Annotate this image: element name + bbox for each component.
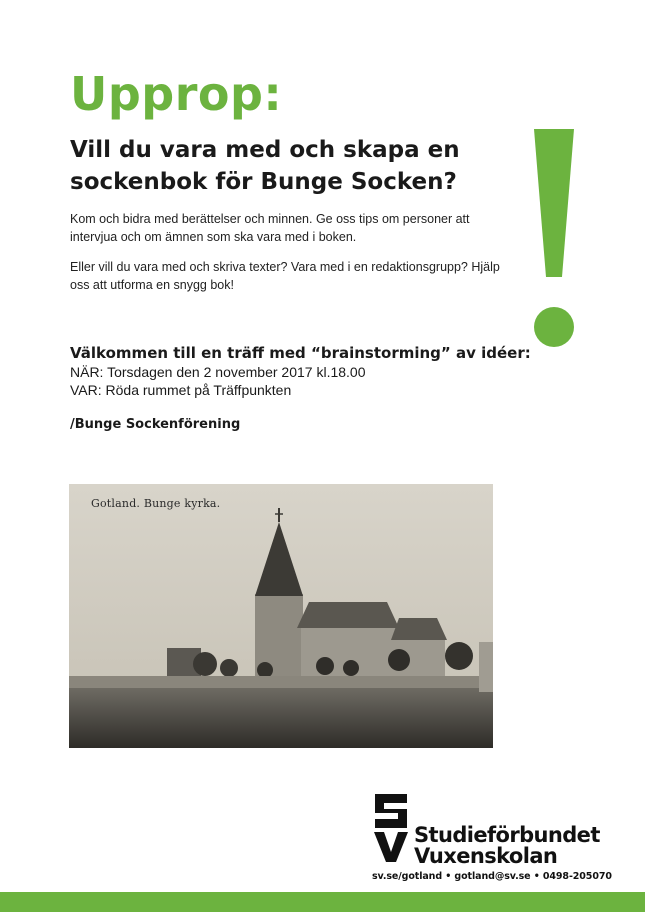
intro-paragraph: Kom och bidra med berättelser och minnen. Ge oss tips om personer att intervjua och om ämnen som ska vara med i boken. [70, 212, 470, 244]
invite-paragraph: Eller vill du vara med och skriva texter? Vara med i en redaktionsgrupp? Hjälp oss att utforma en snygg bok! [70, 260, 500, 292]
page-subtitle: Vill du vara med och skapa en sockenbok för Bunge Socken? [70, 137, 460, 195]
church-photo [69, 484, 493, 748]
photo-caption: Gotland. Bunge kyrka. [91, 497, 221, 510]
page-title: Upprop: [70, 67, 283, 121]
organization-name-line1: Studieförbundet [414, 823, 600, 847]
event-when: NÄR: Torsdagen den 2 november 2017 kl.18.00 [70, 364, 366, 380]
organization-name-line2: Vuxenskolan [414, 844, 558, 868]
organization-contact: sv.se/gotland • gotland@sv.se • 0498-205070 [372, 871, 612, 882]
event-where: VAR: Röda rummet på Träffpunkten [70, 382, 292, 398]
welcome-heading: Välkommen till en träff med “brainstorming” av idéer: [70, 344, 531, 362]
bottom-green-bar [0, 892, 645, 912]
exclamation-mark-icon [530, 125, 578, 350]
sv-logo-mark [371, 790, 411, 864]
signature: /Bunge Sockenförening [70, 417, 241, 432]
